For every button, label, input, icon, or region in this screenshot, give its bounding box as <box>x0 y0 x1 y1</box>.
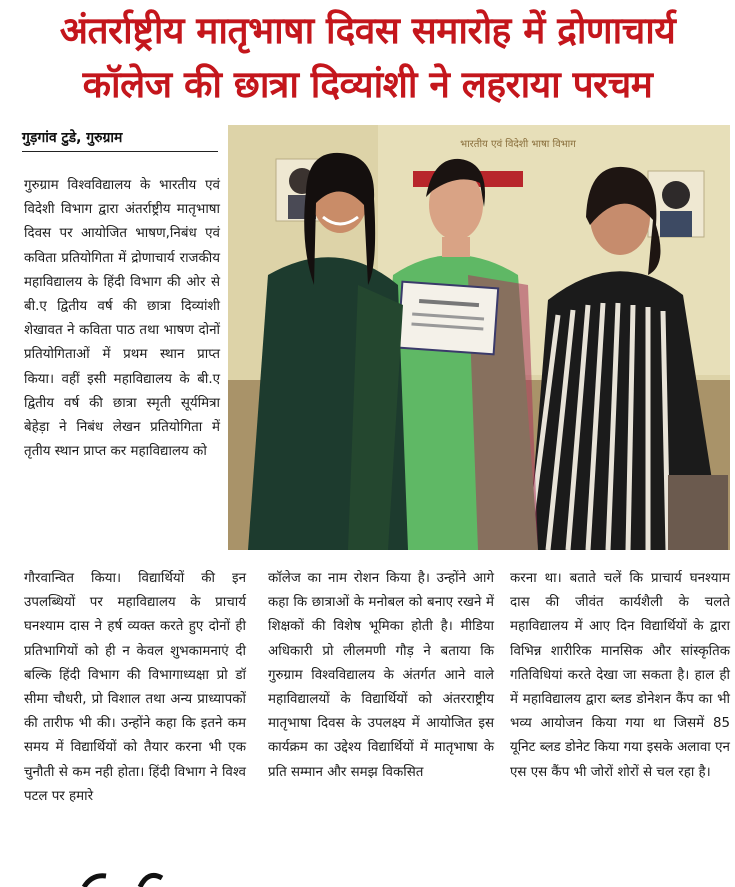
event-photo <box>228 125 730 550</box>
article-paragraph: गुरुग्राम विश्वविद्यालय के भारतीय एवं विदेशी विभाग द्वारा अंतर्राष्ट्रीय मातृभाषा दिवस पर आयोजित भाषण,निबंध एवं कविता प्रतियोगिता में द्रोणाचार्य राजकीय महाविद्यालय के हिंदी विभाग की ओर से बी.ए द्वितीय वर्ष की छात्रा दिव्यांशी शेखावत ने कविता पाठ तथा भाषण दोनों प्रतियोगिताओं में प्रथम स्थान प्राप्त किया। वहीं इसी महाविद्यालय के बी.ए द्वितीय वर्ष की छात्रा स्मृती सूर्यमित्रा बेहेड़ा ने निबंध लेखन प्रतियोगिता में तृतीय स्थान प्राप्त कर महाविद्यालय को <box>24 178 220 460</box>
article-paragraph: गौरवान्वित किया। विद्यार्थियों की इन उपलब्धियों पर महाविद्यालय के प्राचार्य घनश्याम दास ने हर्ष व्यक्त करते हुए दोनों ही प्रतिभागियों को ही न केवल शुभकामनाएं दी बल्कि हिंदी विभाग की विभागाध्यक्षा प्रो डॉ सीमा चौधरी, प्रो विशाल तथा अन्य प्राध्यापकों की तारीफ भी की। उन्होंने कहा कि इतने कम समय में विद्यार्थियों को तैयार करना भी एक चुनौती से कम नही होता। हिंदी विभाग ने विश्व पटल पर हमारे <box>24 571 246 804</box>
photo-banner-text: भारतीय एवं विदेशी भाषा विभाग <box>460 139 576 150</box>
headline-line-1: अंतर्राष्ट्रीय मातृभाषा दिवस समारोह में द्रोणाचार्य <box>59 9 676 52</box>
article-column-1-top <box>24 174 220 464</box>
article-paragraph: कॉलेज का नाम रोशन किया है। उन्होंने आगे कहा कि छात्राओं के मनोबल को बनाए रखने में शिक्षकों की विशेष भूमिका होती है। मीडिया अधिकारी प्रो लीलमणी गौड़ ने बताया कि गुरुग्राम विश्वविद्यालय के अंतर्गत आने वाले महाविद्यालयों के विद्यार्थियों को अंतरराष्ट्रीय मातृभाषा दिवस के उपलक्ष्य में आयोजित इस कार्यक्रम का उद्देश्य विद्यार्थियों में मातृभाषा के प्रति सम्मान और समझ विकसित <box>268 571 494 780</box>
article-paragraph: करना था। बताते चलें कि प्राचार्य घनश्याम दास की जीवंत कार्यशैली के चलते महाविद्यालय में आए दिन विद्यार्थियों के द्वारा विभिन्न शारीरिक मानसिक और सांस्कृतिक गतिविधियां करते देखा जा सकता है। हाल ही में महाविद्यालय द्वारा ब्लड डोनेशन कैंप का भी भव्य आयोजन किया गया था जिसमें 85 यूनिट ब्लड डोनेट किया गया इसके अलावा एन एस एस कैंप भी जोरों शोरों से चल रहा है। <box>510 571 730 780</box>
byline: गुड़गांव टुडे, गुरुग्राम <box>22 128 218 152</box>
cropped-footer-glyphs <box>22 868 182 887</box>
article-column-3 <box>510 567 730 785</box>
headline-line-2: कॉलेज की छात्रा दिव्यांशी ने लहराया परचम <box>82 63 653 106</box>
article-column-2 <box>268 567 494 785</box>
headline <box>0 4 735 112</box>
article-column-1-bottom <box>24 567 246 809</box>
